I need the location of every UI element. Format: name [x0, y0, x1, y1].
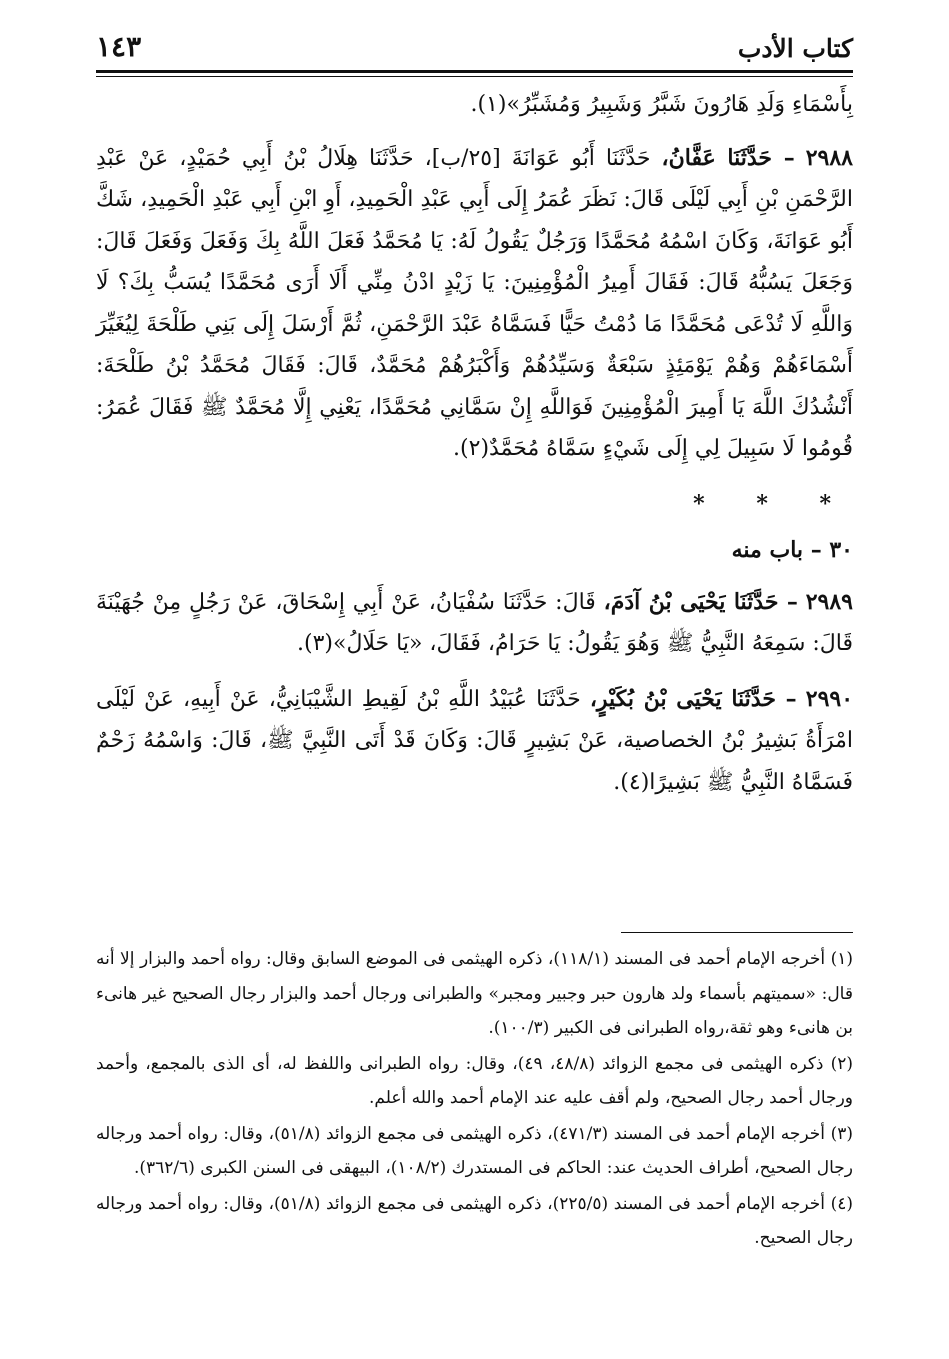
hadith-isnad-intro: – حَدَّثَنَا يَحْيَى بْنُ آدَمَ، — [603, 588, 798, 615]
hadith-number: ٢٩٩٠ — [805, 685, 854, 712]
hadith-2990 — [96, 679, 853, 804]
running-header — [96, 28, 853, 72]
header-rule-thick — [96, 70, 853, 73]
hadith-number: ٢٩٨٩ — [805, 588, 853, 615]
footnote-rule — [621, 932, 853, 933]
footnote-3: (٣) أخرجه الإمام أحمد فى المسند (٤٧١/٣)، ذكره الهيثمى فى مجمع الزوائد (٥١/٨)، وقال: رواه أحمد ورجاله رجال الصحيح، أطراف الحديث عند: الحاكم فى المستدرك (١٠٨/٢)، البيهقى فى السنن الكبرى (٣٦٢/٦). — [96, 1123, 853, 1178]
hadith-isnad-intro: – حَدَّثَنَا يَحْيَى بْنُ بُكَيْرٍ، — [589, 685, 797, 712]
header-rule-thin — [96, 76, 853, 77]
main-text — [96, 84, 853, 817]
hadith-isnad-intro: – حَدَّثَنَا عَفَّانُ، — [661, 144, 795, 171]
carryover-line: بِأَسْمَاءِ وَلَدِ هَارُونَ شَبَّرُ وَشَبِيرُ وَمُشَبِّرُ»(١). — [470, 92, 853, 117]
hadith-text: حَدَّثَنَا عُبَيْدُ اللَّهِ بْنُ لَقِيطِ الشَّيْبَانِيُّ، عَنْ أَبِيهِ، عَنْ لَيْلَى امْرَأَةُ بَشِيرُ بْنُ الخصاصية، عَنْ بَشِيرٍ قَالَ: وَكَانَ قَدْ أَتَى النَّبِيَّ ﷺ، قَالَ: وَاسْمُهُ زَحْمٌ فَسَمَّاهُ النَّبِيُّ ﷺ بَشِيرًا(٤). — [96, 686, 853, 795]
book-title: كتاب الأدب — [737, 34, 853, 63]
chapter-title: ٣٠ – باب منه — [731, 536, 853, 563]
footnote-2: (٢) ذكره الهيثمى فى مجمع الزوائد (٤٨/٨، ٤٩)، وقال: رواه الطبرانى واللفظ له، أى الذى بالمجمع، وأحمد ورجال أحمد رجال الصحيح، ولم أقف عليه عند الإمام أحمد والله أعلم. — [96, 1053, 853, 1108]
footnote-1: (١) أخرجه الإمام أحمد فى المسند (١١٨/١)، ذكره الهيثمى فى الموضع السابق وقال: رواه أحمد والبزار إلا أنه قال: «سميتهم بأسماء ولد هارون حبر وجبير ومجبر» والطبرانى ورجال أحمد والبزار رجال الصحيح غير هانىء بن هانىء وهو ثقة،رواه الطبرانى فى الكبير (١٠٠/٣). — [96, 949, 853, 1038]
hadith-2989 — [96, 582, 853, 665]
section-separator: * * * — [693, 490, 853, 517]
footnotes — [96, 942, 853, 1257]
footnote-4: (٤) أخرجه الإمام أحمد فى المسند (٢٢٥/٥)، ذكره الهيثمى فى مجمع الزوائد (٥١/٨)، وقال: رواه أحمد ورجاله رجال الصحيح. — [96, 1193, 853, 1248]
hadith-text: قَالَ: حَدَّثَنَا سُفْيَانُ، عَنْ أَبِي إِسْحَاقَ، عَنْ رَجُلٍ مِنْ جُهَيْنَةَ قَالَ: سَمِعَهُ النَّبِيُّ ﷺ وَهُوَ يَقُولُ: يَا حَرَامُ، فَقَالَ، «يَا حَلَالُ»(٣). — [96, 589, 853, 656]
hadith-number: ٢٩٨٨ — [805, 144, 853, 171]
page-number: ١٤٣ — [96, 30, 142, 63]
hadith-text: حَدَّثَنَا أَبُو عَوَانَةَ [٢٥/ب]، حَدَّثَنَا هِلَالُ بْنُ أَبِي حُمَيْدٍ، عَنْ عَبْدِ الرَّحْمَنِ بْنِ أَبِي لَيْلَى قَالَ: نَظَرَ عُمَرُ إِلَى أَبِي عَبْدِ الْحَمِيدِ، أَوِ ابْنِ أَبِي عَبْدِ الْحَمِيدِ، شَكَّ أَبُو عَوَانَةَ، وَكَانَ اسْمُهُ مُحَمَّدًا وَرَجُلٌ يَقُولُ لَهُ: يَا مُحَمَّدُ فَعَلَ اللَّهُ بِكَ وَفَعَلَ وَفَعَلَ قَالَ: وَجَعَلَ يَسُبُّهُ قَالَ: فَقَالَ أَمِيرُ الْمُؤْمِنِينَ: يَا زَيْدٍ ادْنُ مِنِّي أَلَا أَرَى مُحَمَّدًا يُسَبُّ بِكَ؟ لَا وَاللَّهِ لَا تُدْعَى مُحَمَّدًا مَا دُمْتُ حَيًّا فَسَمَّاهُ عَبْدَ الرَّحْمَنِ، ثُمَّ أَرْسَلَ إِلَى بَنِي طَلْحَةَ لِيُغَيِّرَ أَسْمَاءَهُمْ وَهُمْ يَوْمَئِذٍ سَبْعَةٌ وَسَيِّدُهُمْ وَأَكْبَرُهُمْ مُحَمَّدٌ، قَالَ: فَقَالَ مُحَمَّدُ بْنُ طَلْحَةَ: أَنْشُدُكَ اللَّهَ يَا أَمِيرَ الْمُؤْمِنِينَ فَوَاللَّهِ إِنْ سَمَّانِي مُحَمَّدًا، يَعْنِي إِلَّا مُحَمَّدٌ ﷺ فَقَالَ عُمَرُ: قُومُوا لَا سَبِيلَ لِي إِلَى شَيْءٍ سَمَّاهُ مُحَمَّدٌ(٢). — [96, 145, 853, 461]
hadith-2988 — [96, 138, 853, 470]
